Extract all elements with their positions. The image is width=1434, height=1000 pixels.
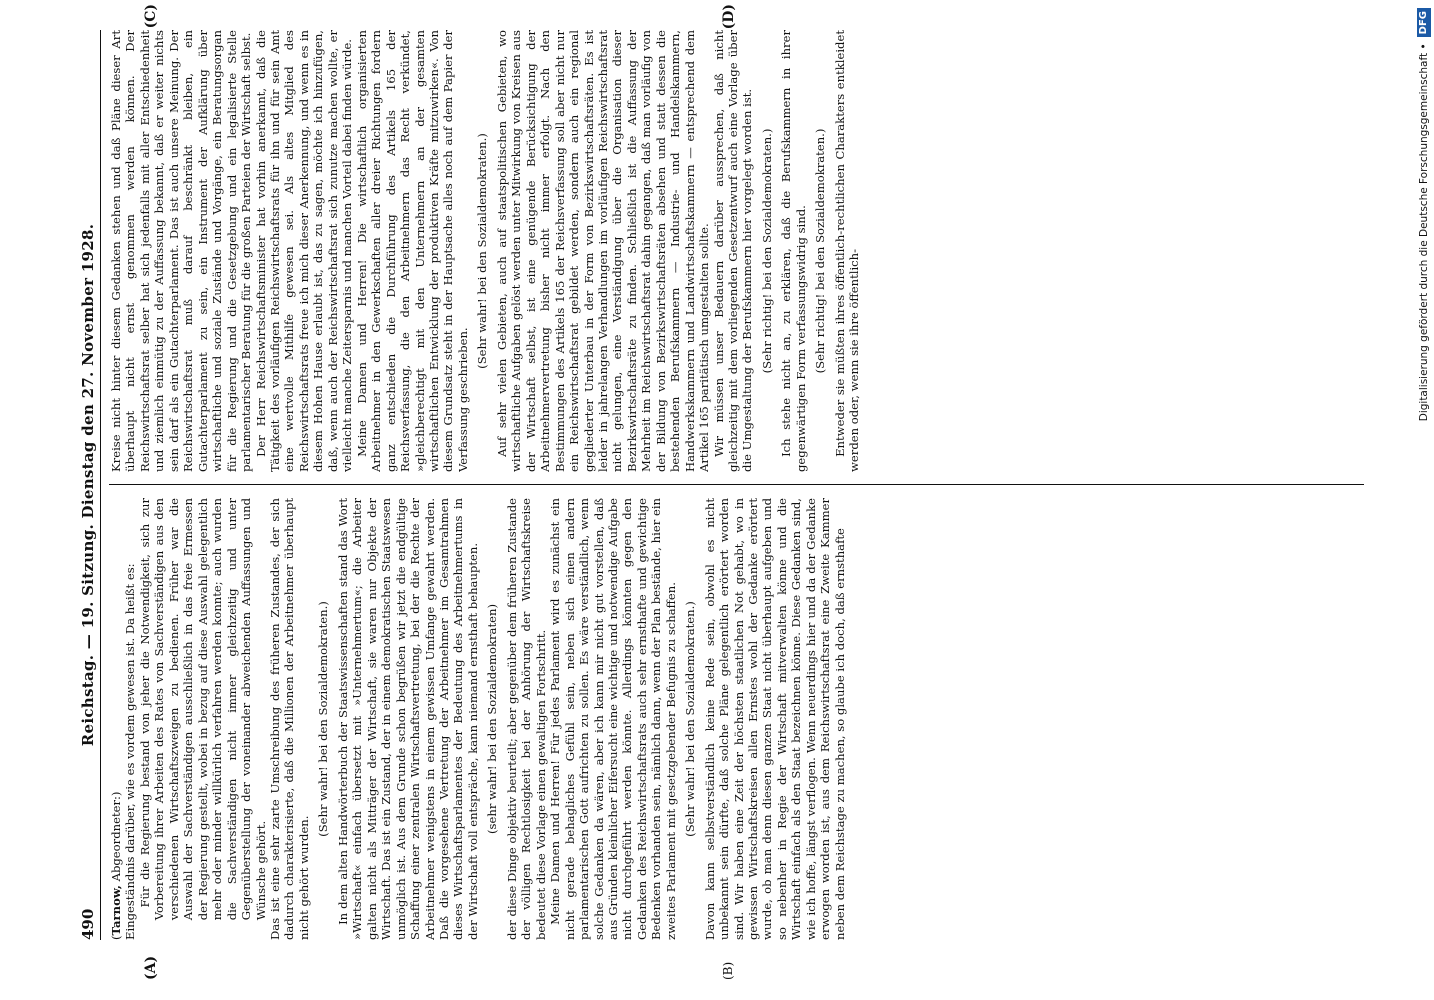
dfg-logo: DFG [1417,8,1431,37]
paragraph: Eingeständnis darüber, wie es vordem gewesen ist. Da heißt es: [123,563,138,940]
interjection: (Sehr wahr! bei den Sozialdemokraten.) [475,133,490,369]
interjection: (Sehr wahr! bei den Sozialdemokraten.) [316,601,331,837]
credit-text: Digitalisierung gefördert durch die Deutsche Forschungsgemeinschaft • [1418,43,1430,422]
document-page [60,0,1390,1000]
paragraph: Kreise nicht hinter diesem Gedanken stehen und daß Pläne dieser Art überhaupt nicht ernst genommen werden können. Der Reichswirtschaftsrat selber hat sich jedenfalls mit aller Entschiedenheit und ziemlich einmütig zu der Auffassung bekannt, daß er weiter nichts sein darf als ein Gutachterparlament. Das ist auch unsere Meinung. Der Reichswirtschaftsrat muß darauf beschränkt bleiben, ein Gutachterparlament zu sein, ein Instrument der Aufklärung über wirtschaftliche und soziale Zustände und Vorgänge, ein Beratungsorgan für die Regierung und die Gesetzgebung und ein legalisierte Stelle parlamentarischer Beratung für die großen Parteien der Wirtschaft selbst. [109,30,254,472]
paragraph: der diese Dinge objektiv beurteilt; aber gegenüber dem früheren Zustande der völligen Rechtlosigkeit bei der Anhörung der Wirtschaftskreise bedeutet diese Vorlage einen gewaltigen Fortschritt. [504,498,548,940]
paragraph: Wir müssen unser Bedauern darüber aussprechen, daß nicht gleichzeitig mit dem vorliegenden Gesetzentwurf auch eine Vorlage über die Umgestaltung der Berufskammern hier vorgelegt worden ist. [711,30,755,472]
paragraph: Auf sehr vielen Gebieten, auch auf staatspolitischen Gebieten, wo wirtschaftliche Aufgaben gelöst werden unter Mitwirkung von Kreisen aus der Wirtschaft selbst, ist eine genügende Berücksichtigung der Arbeitnehmervertretung bisher nicht immer erfolgt. Nach den Bestimmungen des Artikels 165 der Reichsverfassung soll aber nicht nur ein Reichswirtschaftsrat gebildet werden, sondern auch ein regional gegliederter Unterbau in der Form von Bezirkswirtschaftsräten. Es ist leider in jahrelangen Verhandlungen im vorläufigen Reichswirtschaftsrat nicht gelungen, eine Verständigung über die Organisation dieser Bezirkswirtschaftsräte zu finden. Schließlich ist die Auffassung der Mehrheit im Reichswirtschaftsrat dahin gegangen, daß man vorläufig von der Bildung von Bezirkswirtschaftsräten absehen und statt dessen die bestehenden Berufskammern — Industrie- und Handelskammern, Handwerkskammern und Landwirtschaftskammern — entsprechend dem Artikel 165 paritätisch umgestalten sollte. [494,30,712,472]
margin-mark-b: (B) [721,961,735,980]
speaker-role: Abgeordneter: [109,796,123,882]
page-number: 490 [79,908,97,940]
quoted-paragraph: Für die Regierung bestand von jeher die Notwendigkeit, sich zur Vorbereitung ihrer Arbeiten des Rates von Sachverständigen aus den verschiedenen Wirtschaftszweigen zu bedienen. Früher war die Auswahl der Sachverständigen ausschließlich in das freie Ermessen der Regierung gestellt, wobei in bezug auf diese Auswahl gelegentlich mehr oder minder willkürlich verfahren werden konnte; auch wurden die Sachverständigen nicht immer gleichzeitig und unter Gegenüberstellung der voneinander abweichenden Auffassungen und Wünsche gehört. [137,498,268,921]
margin-mark-d: (D) [721,4,737,30]
interjection: (sehr wahr! bei den Sozialdemokraten) [485,604,500,834]
paragraph: Das ist eine sehr zarte Umschreibung des früheren Zustandes, der sich dadurch charakterisierte, daß die Millionen der Arbeitnehmer überhaupt nicht gehört wurden. [267,498,311,940]
left-column [109,498,1364,940]
digitization-credit [1414,0,1434,990]
speaker-line: (Tarnow, Abgeordneter:) [109,791,123,940]
text-columns [109,4,1364,980]
margin-mark-a: (A) [143,955,159,980]
margin-mark-c: (C) [143,4,159,29]
right-column [109,30,1364,472]
interjection: (Sehr richtig! bei den Sozialdemokraten.) [759,128,774,374]
paragraph: In dem alten Handwörterbuch der Staatswissenschaften stand das Wort »Wirtschaft« einfach übersetzt mit »Unternehmertum«; die Arbeiter galten nicht als Mitträger der Wirtschaft, sie waren nur Objekte der Wirtschaft. Das ist ein Zustand, der in einem demokratischen Staatswesen unmöglich ist. Aus dem Grunde schon begrüßen wir jetzt die endgültige Schaffung einer zentralen Wirtschaftsvertretung, bei der die Rechte der Arbeitnehmer wenigstens in einem gewissen Umfange gewahrt werden. Daß die vorgesehene Vertretung der Arbeitnehmer im Gesamtrahmen dieses Wirtschaftsparlamentes der Bedeutung des Arbeitnehmertums in der Wirtschaft voll entspräche, kann niemand ernsthaft behaupten. [335,498,480,940]
paragraph: Meine Damen und Herren! Für jedes Parlament wird es zunächst ein nicht gerade behagliches Gefühl sein, neben sich einen andern parlamentarischen Gott aufrichten zu sollen. Es wäre verständlich, wenn solche Gedanken da wären, aber ich kann mir nicht gut vorstellen, daß aus Gründen kleinlicher Eifersucht eine wichtige und notwendige Aufgabe nicht durchgeführt werden könnte. Allerdings könnten gegen den Gedanken des Reichswirtschaftsrats auch sehr ernsthafte und gewichtige Bedenken vorhanden sein, nämlich dann, wenn der Plan bestände, hier ein zweites Parlament mit gesetzgebender Befugnis zu schaffen. [548,498,678,940]
paragraph: Entweder sie müßten ihres öffentlich-rechtlichen Charakters entkleidet werden oder, wenn sie ihre öffentlich- [832,30,862,472]
page-title: Reichstag. — 19. Sitzung. Dienstag den 27. November 1928. [79,223,97,747]
paragraph: Der Herr Reichswirtschaftsminister hat vorhin anerkannt, daß die Tätigkeit des vorläufigen Reichswirtschaftsrats für ihn und für sein Amt eine wertvolle Mithilfe gewesen sei. Als altes Mitglied des Reichswirtschaftsrats freue ich mich dieser Anerkennung, und wenn es in diesem Hohen Hause erlaubt ist, das zu sagen, möchte ich hinzufügen, daß, wenn auch der Reichswirtschaftsrat sich zunutze machen wollte, er vielleicht manche Zeitersparnis und manchen Vorteil dabei finden würde. [253,30,355,472]
paragraph: Davon kann selbstverständlich keine Rede sein, obwohl es nicht unbekannt sein dürfte, daß solche Pläne gelegentlich erörtert worden sind. Wir haben eine Zeit der höchsten staatlichen Not gehabt, wo in gewissen Wirtschaftskreisen allen Ernstes wohl der Gedanke erörtert wurde, ob man denn diesen ganzen Staat nicht überhaupt aufgeben und so nebenher in Regie der Wirtschaft mitverwalten könne und die Wirtschaft einfach als den Staat bezeichnen könne. Diese Gedanken sind, wie ich hoffe, längst verflogen. Wenn neuerdings hier und da der Gedanke erwogen worden ist, aus dem Reichswirtschaftsrat eine Zweite Kammer neben dem Reichstage zu machen, so glaube ich doch, daß ernsthafte [702,498,847,940]
paragraph: Meine Damen und Herren! Die wirtschaftlich organisierten Arbeitnehmer in den Gewerkschaften aller dreier Richtungen fordern ganz entschieden die Durchführung des Artikels 165 der Reichsverfassung, die den Arbeitnehmern das Recht verkündet, »gleichberechtigt mit den Unternehmern an der gesamten wirtschaftlichen Entwicklung der produktiven Kräfte mitzuwirken«. Von diesem Grundsatz steht in der Hauptsache alles noch auf dem Papier der Verfassung geschrieben. [354,30,470,472]
page-header [78,30,101,940]
column-divider [109,485,1364,486]
speaker-name: Tarnow, [109,885,123,936]
paragraph: Ich stehe nicht an, zu erklären, daß die Berufskammern in ihrer gegenwärtigen Form verfassungswidrig sind. [779,30,808,472]
interjection: (Sehr wahr! bei den Sozialdemokraten.) [683,601,698,837]
interjection: (Sehr richtig! bei den Sozialdemokraten.) [813,128,828,374]
